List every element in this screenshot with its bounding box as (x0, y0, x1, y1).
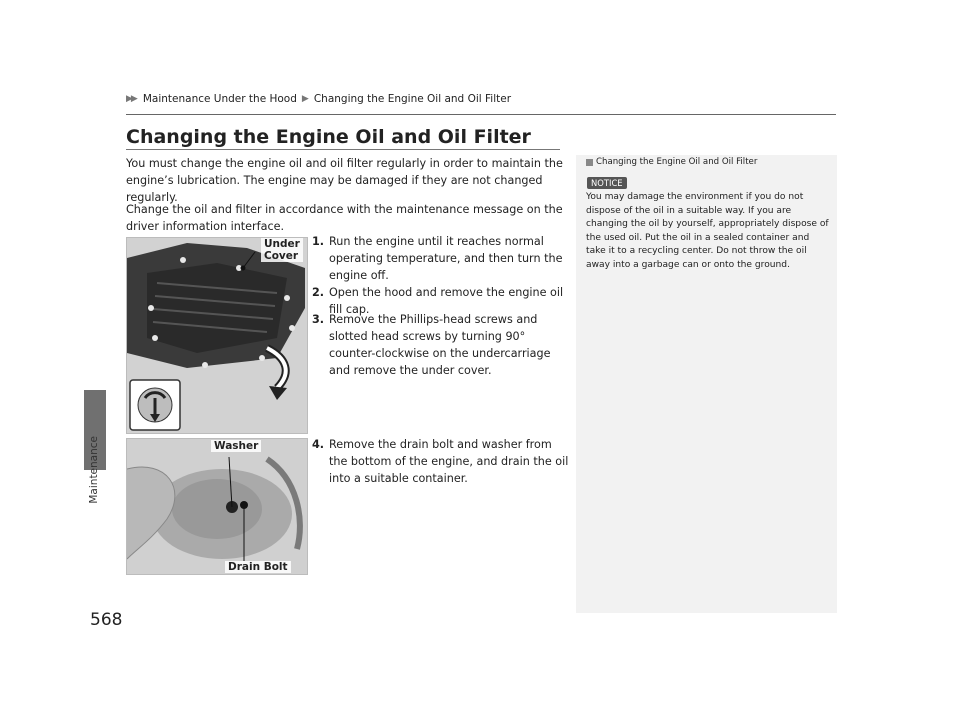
step-4-number: 4. (312, 438, 325, 451)
step-1-text: Run the engine until it reaches normal operating temperature, and then turn the engine off. (329, 235, 563, 282)
drain-bolt-label: Drain Bolt (225, 561, 291, 573)
chapter-label: Maintenance (88, 436, 100, 504)
under-cover-label-line1: Under (264, 238, 300, 250)
under-cover-figure (126, 237, 308, 434)
step-2-text: Open the hood and remove the engine oil fill cap. (329, 286, 564, 316)
maintenance-paragraph: Change the oil and filter in accordance with the maintenance message on the driver information interface. (126, 203, 563, 233)
step-4-text: Remove the drain bolt and washer from the bottom of the engine, and drain the oil into a suitable container. (329, 438, 569, 485)
washer-label: Washer (211, 440, 261, 452)
step-2-number: 2. (312, 286, 325, 299)
breadcrumb-page: Changing the Engine Oil and Oil Filter (313, 93, 512, 105)
breadcrumb-section: Maintenance Under the Hood (142, 93, 297, 105)
header-rule (126, 114, 836, 115)
page-number: 568 (90, 610, 123, 630)
note-heading-text: Changing the Engine Oil and Oil Filter (596, 157, 758, 167)
breadcrumb (126, 93, 511, 105)
under-cover-illustration (127, 238, 307, 433)
drain-bolt-illustration (127, 439, 307, 574)
step-1-number: 1. (312, 235, 325, 248)
under-cover-label (261, 238, 303, 262)
intro-paragraph: You must change the engine oil and oil filter regularly in order to maintain the engine’s lubrication. The engine may be damaged if they are not changed regularly. (126, 157, 563, 204)
drain-bolt-figure (126, 438, 308, 575)
page-title: Changing the Engine Oil and Oil Filter (126, 126, 531, 148)
step-3-number: 3. (312, 313, 325, 326)
note-heading (586, 157, 757, 167)
step-3-text: Remove the Phillips-head screws and slotted head screws by turning 90° counter-clockwise on the undercarriage and remove the under cover. (329, 313, 551, 377)
notice-text: You may damage the environment if you do not dispose of the oil in a suitable way. If you are changing the oil by yourself, appropriately dispose of the used oil. Put the oil in a sealed container and take it to a recycling center. Do not throw the oil away into a garbage can or onto the ground. (586, 192, 829, 270)
title-rule (126, 149, 560, 150)
notice-badge: NOTICE (587, 177, 627, 189)
breadcrumb-separator-icon: ▶ (301, 94, 309, 104)
note-marker-icon (586, 159, 593, 166)
under-cover-label-line2: Cover (264, 250, 299, 262)
breadcrumb-arrows-icon: ▶▶ (126, 94, 136, 104)
